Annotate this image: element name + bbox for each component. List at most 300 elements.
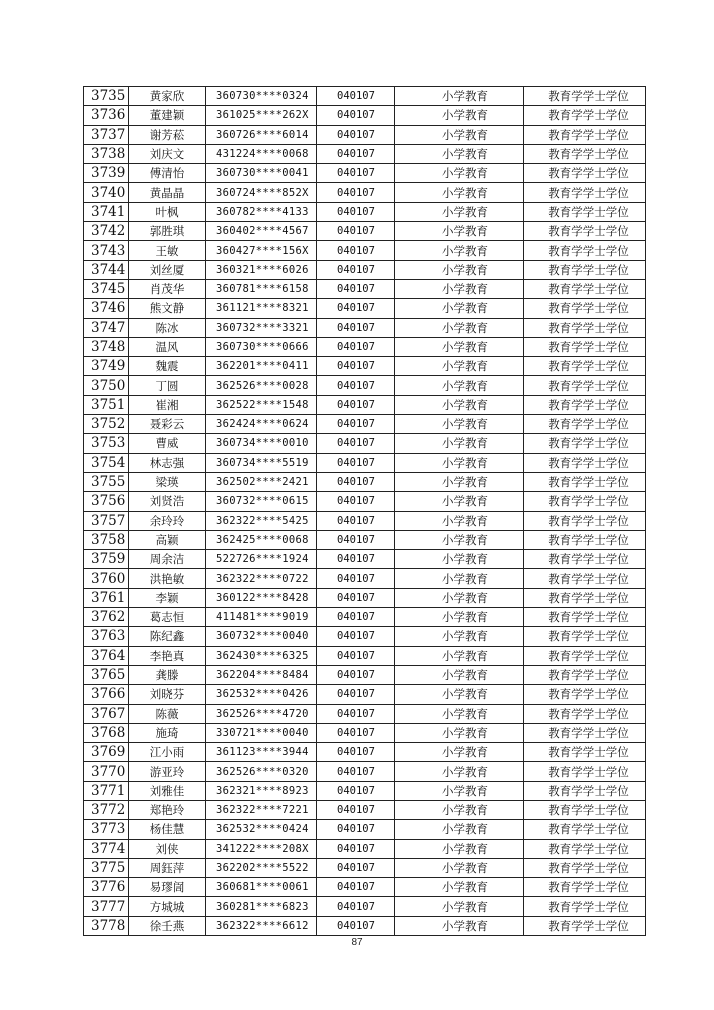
degree-type-cell: 教育学学士学位 — [524, 260, 646, 279]
row-number-cell: 3749 — [84, 357, 129, 376]
page-number: 87 — [351, 937, 363, 948]
major-name-cell: 小学教育 — [395, 125, 524, 144]
degree-type-cell: 教育学学士学位 — [524, 569, 646, 588]
student-name-cell: 周鈺萍 — [129, 858, 206, 877]
major-name-cell: 小学教育 — [395, 569, 524, 588]
row-number-cell: 3746 — [84, 299, 129, 318]
major-name-cell: 小学教育 — [395, 839, 524, 858]
id-number-cell: 411481****9019 — [206, 608, 317, 627]
table-row — [84, 646, 646, 665]
degree-type-cell: 教育学学士学位 — [524, 453, 646, 472]
major-name-cell: 小学教育 — [395, 608, 524, 627]
table-row — [84, 608, 646, 627]
row-number-cell: 3764 — [84, 646, 129, 665]
row-number-cell: 3745 — [84, 279, 129, 298]
degree-type-cell: 教育学学士学位 — [524, 241, 646, 260]
id-number-cell: 431224****0068 — [206, 144, 317, 163]
major-code-cell: 040107 — [317, 530, 395, 549]
major-code-cell: 040107 — [317, 839, 395, 858]
major-name-cell: 小学教育 — [395, 357, 524, 376]
table-row — [84, 164, 646, 183]
id-number-cell: 362522****1548 — [206, 395, 317, 414]
major-code-cell: 040107 — [317, 222, 395, 241]
student-name-cell: 郭胜琪 — [129, 222, 206, 241]
major-code-cell: 040107 — [317, 781, 395, 800]
major-code-cell: 040107 — [317, 434, 395, 453]
major-name-cell: 小学教育 — [395, 222, 524, 241]
table-row — [84, 897, 646, 916]
row-number-cell: 3755 — [84, 472, 129, 491]
student-name-cell: 李艳真 — [129, 646, 206, 665]
major-code-cell: 040107 — [317, 241, 395, 260]
major-name-cell: 小学教育 — [395, 723, 524, 742]
table-row — [84, 337, 646, 356]
major-name-cell: 小学教育 — [395, 337, 524, 356]
id-number-cell: 362202****5522 — [206, 858, 317, 877]
major-name-cell: 小学教育 — [395, 627, 524, 646]
major-code-cell: 040107 — [317, 762, 395, 781]
student-name-cell: 陈冰 — [129, 318, 206, 337]
id-number-cell: 361121****8321 — [206, 299, 317, 318]
table-row — [84, 87, 646, 106]
row-number-cell: 3772 — [84, 800, 129, 819]
table-row — [84, 357, 646, 376]
row-number-cell: 3741 — [84, 202, 129, 221]
id-number-cell: 362322****5425 — [206, 511, 317, 530]
table-row — [84, 415, 646, 434]
major-name-cell: 小学教育 — [395, 878, 524, 897]
major-name-cell: 小学教育 — [395, 279, 524, 298]
major-code-cell: 040107 — [317, 511, 395, 530]
id-number-cell: 341222****208X — [206, 839, 317, 858]
degree-type-cell: 教育学学士学位 — [524, 376, 646, 395]
major-name-cell: 小学教育 — [395, 87, 524, 106]
major-code-cell: 040107 — [317, 897, 395, 916]
major-name-cell: 小学教育 — [395, 704, 524, 723]
id-number-cell: 360402****4567 — [206, 222, 317, 241]
degree-type-cell: 教育学学士学位 — [524, 106, 646, 125]
major-name-cell: 小学教育 — [395, 415, 524, 434]
student-name-cell: 易璆訚 — [129, 878, 206, 897]
major-code-cell: 040107 — [317, 743, 395, 762]
student-name-cell: 王敏 — [129, 241, 206, 260]
id-number-cell: 360730****0666 — [206, 337, 317, 356]
major-name-cell: 小学教育 — [395, 241, 524, 260]
id-number-cell: 362430****6325 — [206, 646, 317, 665]
degree-type-cell: 教育学学士学位 — [524, 222, 646, 241]
major-code-cell: 040107 — [317, 318, 395, 337]
row-number-cell: 3777 — [84, 897, 129, 916]
table-row — [84, 395, 646, 414]
major-name-cell: 小学教育 — [395, 916, 524, 935]
table-row — [84, 318, 646, 337]
major-code-cell: 040107 — [317, 704, 395, 723]
major-code-cell: 040107 — [317, 299, 395, 318]
student-name-cell: 丁圆 — [129, 376, 206, 395]
student-name-cell: 葛志恒 — [129, 608, 206, 627]
graduate-roster-table — [83, 86, 646, 936]
major-code-cell: 040107 — [317, 588, 395, 607]
student-name-cell: 黄晶晶 — [129, 183, 206, 202]
degree-type-cell: 教育学学士学位 — [524, 87, 646, 106]
id-number-cell: 362321****8923 — [206, 781, 317, 800]
major-code-cell: 040107 — [317, 800, 395, 819]
id-number-cell: 361025****262X — [206, 106, 317, 125]
row-number-cell: 3743 — [84, 241, 129, 260]
row-number-cell: 3775 — [84, 858, 129, 877]
row-number-cell: 3751 — [84, 395, 129, 414]
table-row — [84, 222, 646, 241]
id-number-cell: 360281****6823 — [206, 897, 317, 916]
major-name-cell: 小学教育 — [395, 781, 524, 800]
degree-type-cell: 教育学学士学位 — [524, 878, 646, 897]
student-name-cell: 梁瑛 — [129, 472, 206, 491]
major-name-cell: 小学教育 — [395, 434, 524, 453]
degree-type-cell: 教育学学士学位 — [524, 357, 646, 376]
row-number-cell: 3742 — [84, 222, 129, 241]
student-name-cell: 董建颖 — [129, 106, 206, 125]
id-number-cell: 362532****0426 — [206, 685, 317, 704]
student-name-cell: 周余洁 — [129, 550, 206, 569]
row-number-cell: 3752 — [84, 415, 129, 434]
degree-type-cell: 教育学学士学位 — [524, 144, 646, 163]
id-number-cell: 360726****6014 — [206, 125, 317, 144]
major-name-cell: 小学教育 — [395, 685, 524, 704]
major-code-cell: 040107 — [317, 395, 395, 414]
row-number-cell: 3738 — [84, 144, 129, 163]
row-number-cell: 3774 — [84, 839, 129, 858]
major-code-cell: 040107 — [317, 608, 395, 627]
major-name-cell: 小学教育 — [395, 530, 524, 549]
student-name-cell: 刘雅佳 — [129, 781, 206, 800]
id-number-cell: 360781****6158 — [206, 279, 317, 298]
row-number-cell: 3767 — [84, 704, 129, 723]
row-number-cell: 3771 — [84, 781, 129, 800]
major-code-cell: 040107 — [317, 87, 395, 106]
table-row — [84, 434, 646, 453]
id-number-cell: 362322****0722 — [206, 569, 317, 588]
id-number-cell: 360730****0324 — [206, 87, 317, 106]
student-name-cell: 刘丝厦 — [129, 260, 206, 279]
row-number-cell: 3769 — [84, 743, 129, 762]
row-number-cell: 3760 — [84, 569, 129, 588]
degree-type-cell: 教育学学士学位 — [524, 550, 646, 569]
student-name-cell: 傅清怡 — [129, 164, 206, 183]
table-row — [84, 588, 646, 607]
major-code-cell: 040107 — [317, 569, 395, 588]
degree-type-cell: 教育学学士学位 — [524, 743, 646, 762]
student-name-cell: 崔湘 — [129, 395, 206, 414]
table-row — [84, 453, 646, 472]
degree-type-cell: 教育学学士学位 — [524, 665, 646, 684]
row-number-cell: 3768 — [84, 723, 129, 742]
table-row — [84, 820, 646, 839]
major-name-cell: 小学教育 — [395, 492, 524, 511]
table-row — [84, 492, 646, 511]
degree-type-cell: 教育学学士学位 — [524, 762, 646, 781]
row-number-cell: 3757 — [84, 511, 129, 530]
id-number-cell: 362526****0028 — [206, 376, 317, 395]
major-code-cell: 040107 — [317, 453, 395, 472]
major-name-cell: 小学教育 — [395, 858, 524, 877]
degree-type-cell: 教育学学士学位 — [524, 511, 646, 530]
major-code-cell: 040107 — [317, 820, 395, 839]
id-number-cell: 360734****0010 — [206, 434, 317, 453]
table-row — [84, 800, 646, 819]
student-name-cell: 李颖 — [129, 588, 206, 607]
student-name-cell: 曹威 — [129, 434, 206, 453]
degree-type-cell: 教育学学士学位 — [524, 279, 646, 298]
degree-type-cell: 教育学学士学位 — [524, 916, 646, 935]
major-code-cell: 040107 — [317, 685, 395, 704]
id-number-cell: 362526****4720 — [206, 704, 317, 723]
major-name-cell: 小学教育 — [395, 260, 524, 279]
degree-type-cell: 教育学学士学位 — [524, 472, 646, 491]
student-name-cell: 温风 — [129, 337, 206, 356]
student-name-cell: 江小雨 — [129, 743, 206, 762]
degree-type-cell: 教育学学士学位 — [524, 299, 646, 318]
major-code-cell: 040107 — [317, 376, 395, 395]
row-number-cell: 3744 — [84, 260, 129, 279]
major-code-cell: 040107 — [317, 858, 395, 877]
degree-type-cell: 教育学学士学位 — [524, 627, 646, 646]
major-name-cell: 小学教育 — [395, 665, 524, 684]
table-row — [84, 106, 646, 125]
id-number-cell: 362424****0624 — [206, 415, 317, 434]
student-name-cell: 刘侠 — [129, 839, 206, 858]
id-number-cell: 360734****5519 — [206, 453, 317, 472]
row-number-cell: 3765 — [84, 665, 129, 684]
degree-type-cell: 教育学学士学位 — [524, 318, 646, 337]
row-number-cell: 3758 — [84, 530, 129, 549]
row-number-cell: 3736 — [84, 106, 129, 125]
major-name-cell: 小学教育 — [395, 106, 524, 125]
student-name-cell: 魏震 — [129, 357, 206, 376]
major-code-cell: 040107 — [317, 878, 395, 897]
id-number-cell: 360730****0041 — [206, 164, 317, 183]
major-code-cell: 040107 — [317, 357, 395, 376]
major-code-cell: 040107 — [317, 125, 395, 144]
table-row — [84, 839, 646, 858]
student-name-cell: 黄家欣 — [129, 87, 206, 106]
student-name-cell: 谢芳菘 — [129, 125, 206, 144]
table-row — [84, 472, 646, 491]
major-code-cell: 040107 — [317, 415, 395, 434]
row-number-cell: 3756 — [84, 492, 129, 511]
major-name-cell: 小学教育 — [395, 762, 524, 781]
table-row — [84, 627, 646, 646]
major-name-cell: 小学教育 — [395, 376, 524, 395]
id-number-cell: 360321****6026 — [206, 260, 317, 279]
table-row — [84, 916, 646, 935]
row-number-cell: 3776 — [84, 878, 129, 897]
id-number-cell: 362526****0320 — [206, 762, 317, 781]
major-code-cell: 040107 — [317, 472, 395, 491]
row-number-cell: 3735 — [84, 87, 129, 106]
degree-type-cell: 教育学学士学位 — [524, 839, 646, 858]
degree-type-cell: 教育学学士学位 — [524, 800, 646, 819]
id-number-cell: 360732****3321 — [206, 318, 317, 337]
student-name-cell: 刘庆文 — [129, 144, 206, 163]
table-row — [84, 202, 646, 221]
student-name-cell: 聂彩云 — [129, 415, 206, 434]
student-name-cell: 杨佳慧 — [129, 820, 206, 839]
student-name-cell: 施琦 — [129, 723, 206, 742]
id-number-cell: 360732****0615 — [206, 492, 317, 511]
table-row — [84, 530, 646, 549]
table-row — [84, 260, 646, 279]
table-row — [84, 569, 646, 588]
major-name-cell: 小学教育 — [395, 472, 524, 491]
degree-type-cell: 教育学学士学位 — [524, 415, 646, 434]
id-number-cell: 362322****7221 — [206, 800, 317, 819]
table-row — [84, 376, 646, 395]
major-name-cell: 小学教育 — [395, 299, 524, 318]
major-name-cell: 小学教育 — [395, 820, 524, 839]
row-number-cell: 3761 — [84, 588, 129, 607]
major-code-cell: 040107 — [317, 202, 395, 221]
major-name-cell: 小学教育 — [395, 318, 524, 337]
row-number-cell: 3773 — [84, 820, 129, 839]
id-number-cell: 360427****156X — [206, 241, 317, 260]
row-number-cell: 3739 — [84, 164, 129, 183]
degree-type-cell: 教育学学士学位 — [524, 588, 646, 607]
student-name-cell: 余玲玲 — [129, 511, 206, 530]
table-row — [84, 878, 646, 897]
degree-type-cell: 教育学学士学位 — [524, 646, 646, 665]
student-name-cell: 洪艳敏 — [129, 569, 206, 588]
row-number-cell: 3754 — [84, 453, 129, 472]
major-name-cell: 小学教育 — [395, 202, 524, 221]
id-number-cell: 360732****0040 — [206, 627, 317, 646]
id-number-cell: 362201****0411 — [206, 357, 317, 376]
student-name-cell: 方城城 — [129, 897, 206, 916]
table-row — [84, 125, 646, 144]
id-number-cell: 360724****852X — [206, 183, 317, 202]
major-code-cell: 040107 — [317, 665, 395, 684]
student-name-cell: 游亚玲 — [129, 762, 206, 781]
id-number-cell: 362204****8484 — [206, 665, 317, 684]
table-row — [84, 743, 646, 762]
row-number-cell: 3778 — [84, 916, 129, 935]
row-number-cell: 3770 — [84, 762, 129, 781]
student-name-cell: 高颖 — [129, 530, 206, 549]
major-name-cell: 小学教育 — [395, 743, 524, 762]
major-code-cell: 040107 — [317, 183, 395, 202]
student-name-cell: 肖茂华 — [129, 279, 206, 298]
row-number-cell: 3759 — [84, 550, 129, 569]
major-name-cell: 小学教育 — [395, 588, 524, 607]
degree-type-cell: 教育学学士学位 — [524, 492, 646, 511]
id-number-cell: 362532****0424 — [206, 820, 317, 839]
degree-type-cell: 教育学学士学位 — [524, 530, 646, 549]
major-code-cell: 040107 — [317, 144, 395, 163]
major-code-cell: 040107 — [317, 164, 395, 183]
major-code-cell: 040107 — [317, 916, 395, 935]
table-row — [84, 723, 646, 742]
major-code-cell: 040107 — [317, 550, 395, 569]
major-name-cell: 小学教育 — [395, 144, 524, 163]
student-name-cell: 叶枫 — [129, 202, 206, 221]
major-name-cell: 小学教育 — [395, 646, 524, 665]
row-number-cell: 3748 — [84, 337, 129, 356]
id-number-cell: 362322****6612 — [206, 916, 317, 935]
degree-type-cell: 教育学学士学位 — [524, 820, 646, 839]
table-row — [84, 762, 646, 781]
degree-type-cell: 教育学学士学位 — [524, 608, 646, 627]
student-name-cell: 龚滕 — [129, 665, 206, 684]
student-name-cell: 刘贤浩 — [129, 492, 206, 511]
row-number-cell: 3740 — [84, 183, 129, 202]
row-number-cell: 3737 — [84, 125, 129, 144]
major-code-cell: 040107 — [317, 492, 395, 511]
major-name-cell: 小学教育 — [395, 164, 524, 183]
major-name-cell: 小学教育 — [395, 511, 524, 530]
degree-type-cell: 教育学学士学位 — [524, 125, 646, 144]
student-name-cell: 徐壬燕 — [129, 916, 206, 935]
degree-type-cell: 教育学学士学位 — [524, 858, 646, 877]
table-row — [84, 665, 646, 684]
id-number-cell: 361123****3944 — [206, 743, 317, 762]
major-code-cell: 040107 — [317, 337, 395, 356]
roster-body — [84, 87, 646, 936]
id-number-cell: 330721****0040 — [206, 723, 317, 742]
degree-type-cell: 教育学学士学位 — [524, 337, 646, 356]
degree-type-cell: 教育学学士学位 — [524, 395, 646, 414]
row-number-cell: 3762 — [84, 608, 129, 627]
major-name-cell: 小学教育 — [395, 395, 524, 414]
major-code-cell: 040107 — [317, 723, 395, 742]
id-number-cell: 360122****8428 — [206, 588, 317, 607]
id-number-cell: 362425****0068 — [206, 530, 317, 549]
degree-type-cell: 教育学学士学位 — [524, 781, 646, 800]
student-name-cell: 陈纪鑫 — [129, 627, 206, 646]
degree-type-cell: 教育学学士学位 — [524, 704, 646, 723]
row-number-cell: 3763 — [84, 627, 129, 646]
major-name-cell: 小学教育 — [395, 897, 524, 916]
table-row — [84, 781, 646, 800]
major-code-cell: 040107 — [317, 279, 395, 298]
degree-type-cell: 教育学学士学位 — [524, 183, 646, 202]
major-name-cell: 小学教育 — [395, 550, 524, 569]
table-row — [84, 183, 646, 202]
degree-type-cell: 教育学学士学位 — [524, 685, 646, 704]
id-number-cell: 360782****4133 — [206, 202, 317, 221]
table-row — [84, 858, 646, 877]
student-name-cell: 林志强 — [129, 453, 206, 472]
table-row — [84, 279, 646, 298]
table-row — [84, 241, 646, 260]
major-code-cell: 040107 — [317, 260, 395, 279]
degree-type-cell: 教育学学士学位 — [524, 202, 646, 221]
major-code-cell: 040107 — [317, 627, 395, 646]
major-name-cell: 小学教育 — [395, 183, 524, 202]
id-number-cell: 522726****1924 — [206, 550, 317, 569]
table-row — [84, 685, 646, 704]
degree-type-cell: 教育学学士学位 — [524, 723, 646, 742]
major-name-cell: 小学教育 — [395, 453, 524, 472]
table-row — [84, 550, 646, 569]
student-name-cell: 陈薇 — [129, 704, 206, 723]
student-name-cell: 郑艳玲 — [129, 800, 206, 819]
student-name-cell: 刘晓芬 — [129, 685, 206, 704]
degree-type-cell: 教育学学士学位 — [524, 164, 646, 183]
major-name-cell: 小学教育 — [395, 800, 524, 819]
table-row — [84, 511, 646, 530]
row-number-cell: 3750 — [84, 376, 129, 395]
degree-type-cell: 教育学学士学位 — [524, 434, 646, 453]
major-code-cell: 040107 — [317, 646, 395, 665]
